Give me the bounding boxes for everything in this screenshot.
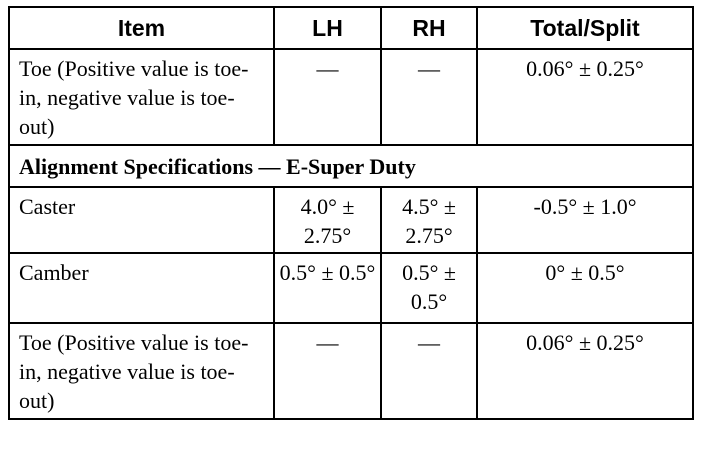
row-rh: 0.5° ± 0.5° — [381, 253, 477, 323]
row-lh: — — [274, 49, 381, 145]
row-lh: 0.5° ± 0.5° — [274, 253, 381, 323]
row-item: Camber — [9, 253, 274, 323]
row-lh: — — [274, 323, 381, 419]
alignment-spec-table — [8, 6, 694, 420]
header-rh: RH — [381, 7, 477, 49]
row-item: Toe (Positive value is toe-in, negative value is toe-out) — [9, 323, 274, 419]
row-item: Toe (Positive value is toe-in, negative value is toe-out) — [9, 49, 274, 145]
header-item: Item — [9, 7, 274, 49]
table-row — [9, 49, 693, 145]
row-rh: 4.5° ± 2.75° — [381, 187, 477, 253]
section-title: Alignment Specifications — E-Super Duty — [9, 145, 693, 187]
table-row — [9, 187, 693, 253]
row-item: Caster — [9, 187, 274, 253]
row-total: -0.5° ± 1.0° — [477, 187, 693, 253]
row-total: 0° ± 0.5° — [477, 253, 693, 323]
row-rh: — — [381, 49, 477, 145]
row-rh: — — [381, 323, 477, 419]
table-row — [9, 323, 693, 419]
row-lh: 4.0° ± 2.75° — [274, 187, 381, 253]
row-total: 0.06° ± 0.25° — [477, 323, 693, 419]
section-row — [9, 145, 693, 187]
row-total: 0.06° ± 0.25° — [477, 49, 693, 145]
header-total-split: Total/Split — [477, 7, 693, 49]
header-row — [9, 7, 693, 49]
header-lh: LH — [274, 7, 381, 49]
table-row — [9, 253, 693, 323]
